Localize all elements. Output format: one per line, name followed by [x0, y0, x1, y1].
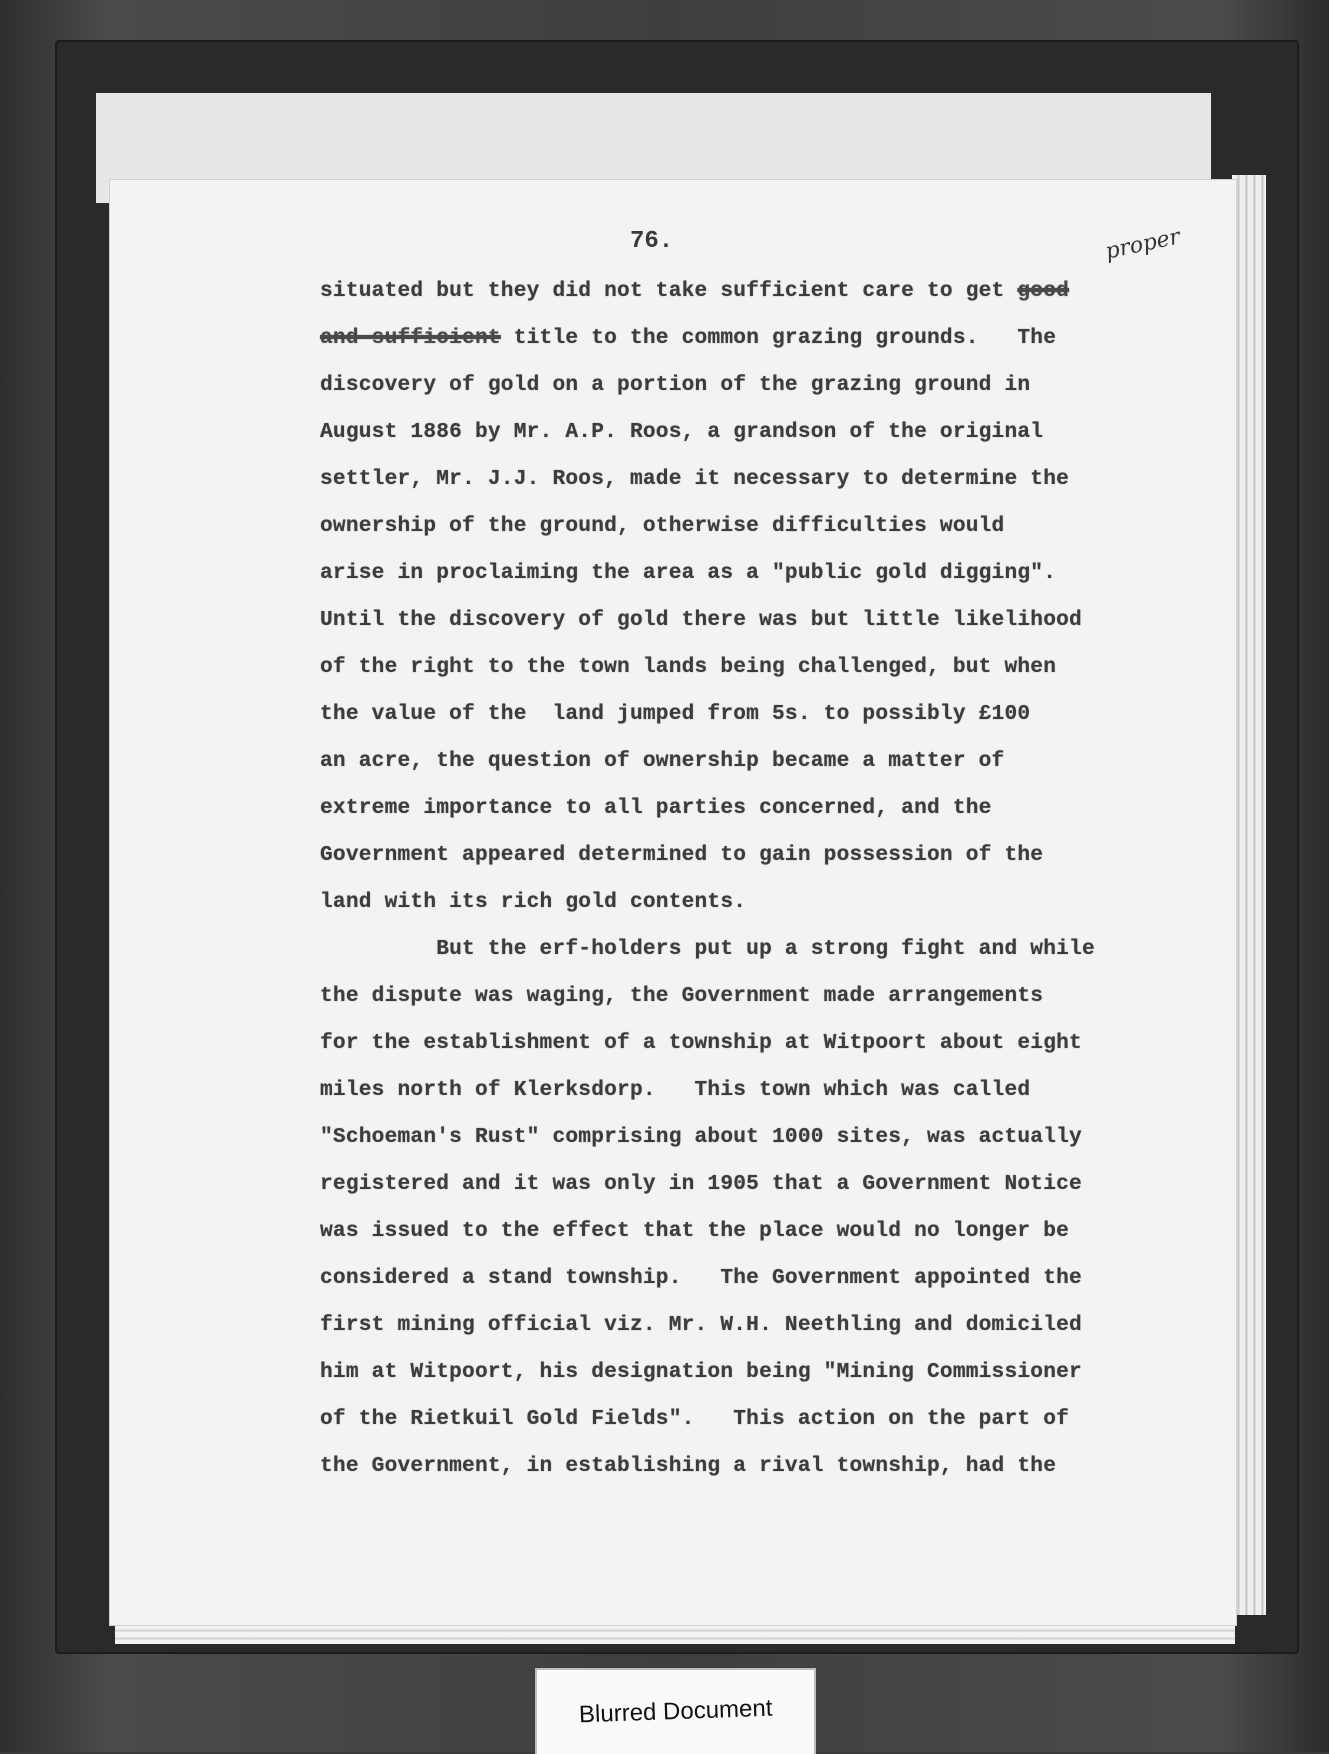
text-line: considered a stand township. The Government appointed the	[320, 1266, 1082, 1290]
text-line: ownership of the ground, otherwise difficulties would	[320, 514, 1005, 538]
text-line: discovery of gold on a portion of the grazing ground in	[320, 373, 1031, 397]
text-line	[320, 268, 1240, 315]
text-line: settler, Mr. J.J. Roos, made it necessary to determine the	[320, 467, 1070, 491]
text-line: the dispute was waging, the Government made arrangements	[320, 984, 1044, 1008]
struck-text: good	[1017, 279, 1070, 303]
redaction-label-text: Blurred Document	[578, 1694, 773, 1729]
text-line: of the right to the town lands being challenged, but when	[320, 655, 1057, 679]
text-line: him at Witpoort, his designation being "Mining Commissioner	[320, 1360, 1082, 1384]
text-line: the Government, in establishing a rival township, had the	[320, 1454, 1057, 1478]
line-text: situated but they did not take sufficient care to get	[320, 279, 1018, 303]
text-line: registered and it was only in 1905 that a Government Notice	[320, 1172, 1082, 1196]
page-number: 76.	[630, 228, 674, 255]
text-line: land with its rich gold contents.	[320, 890, 747, 914]
struck-text: and sufficient	[320, 326, 501, 350]
text-line: first mining official viz. Mr. W.H. Neethling and domiciled	[320, 1313, 1082, 1337]
text-line: "Schoeman's Rust" comprising about 1000 sites, was actually	[320, 1125, 1082, 1149]
text-line: arise in proclaiming the area as a "public gold digging".	[320, 561, 1057, 585]
text-line: was issued to the effect that the place would no longer be	[320, 1219, 1070, 1243]
redaction-label-card	[535, 1668, 816, 1754]
text-line: of the Rietkuil Gold Fields". This action on the part of	[320, 1407, 1070, 1431]
text-line: an acre, the question of ownership became a matter of	[320, 749, 1005, 773]
text-line: the value of the land jumped from 5s. to possibly £100	[320, 702, 1031, 726]
line-text: title to the common grazing grounds. The	[500, 326, 1057, 350]
handwritten-margin-note: proper	[1103, 224, 1183, 265]
text-line: Until the discovery of gold there was but little likelihood	[320, 608, 1082, 632]
text-line: extreme importance to all parties concerned, and the	[320, 796, 992, 820]
text-line: Government appeared determined to gain possession of the	[320, 843, 1044, 867]
text-line: for the establishment of a township at Witpoort about eight	[320, 1031, 1082, 1055]
text-line: August 1886 by Mr. A.P. Roos, a grandson of the original	[320, 420, 1044, 444]
page-body-text	[320, 268, 1240, 1490]
text-line	[320, 315, 1240, 362]
text-line: miles north of Klerksdorp. This town which was called	[320, 1078, 1031, 1102]
text-line: But the erf-holders put up a strong fight and while	[320, 937, 1095, 961]
